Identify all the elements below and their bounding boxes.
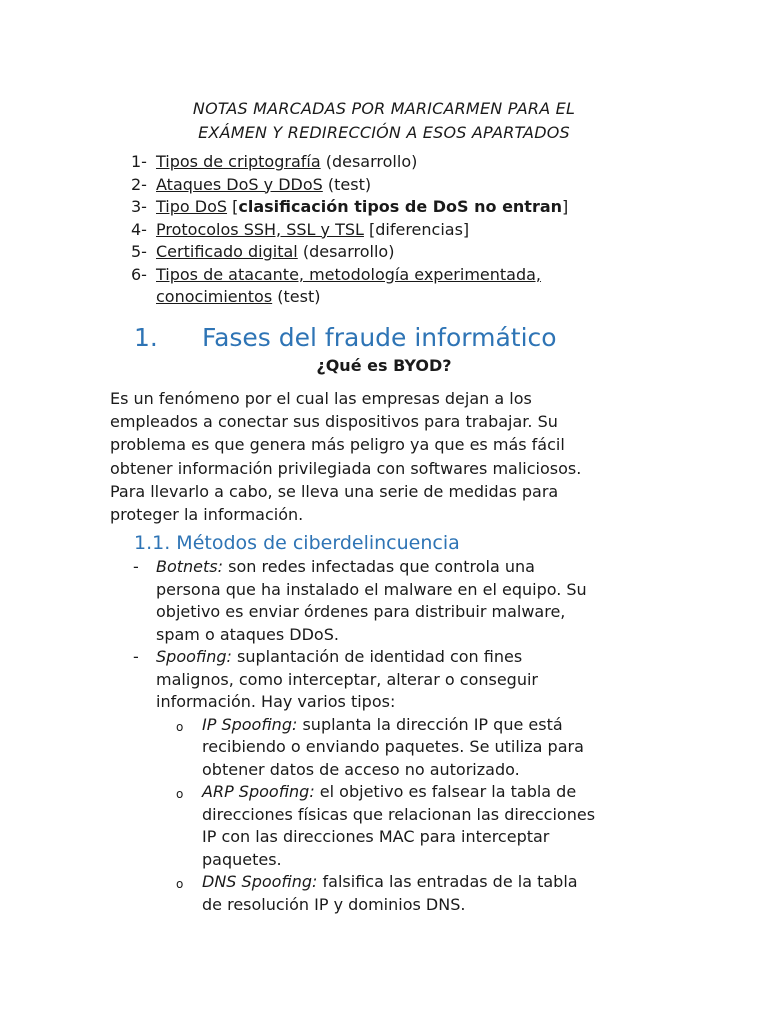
note-number: 2-	[131, 174, 147, 194]
section-subtitle: ¿Qué es BYOD?	[316, 356, 452, 375]
note-link[interactable]: Tipo DoS	[156, 197, 228, 216]
note-bold-text: clasificación tipos de DoS no entran	[238, 197, 563, 216]
note-text: [diferencias]	[363, 219, 470, 239]
note-text: (test)	[322, 174, 372, 194]
note-item	[131, 196, 691, 219]
sub-list-item	[176, 871, 691, 916]
text-line: el objetivo es falsear la tabla de	[314, 782, 577, 801]
note-item	[131, 219, 691, 242]
paragraph-line: Para llevarlo a cabo, se lleva una serie de medidas para	[110, 481, 559, 501]
note-link[interactable]: Tipos de atacante, metodología experimentada,	[156, 264, 542, 284]
text-line: spam o ataques DDoS.	[156, 624, 339, 644]
text-line: suplanta la dirección IP que está	[297, 714, 563, 734]
term: DNS Spoofing:	[202, 872, 318, 891]
note-link[interactable]: conocimientos	[156, 287, 273, 306]
sub-list-item	[176, 714, 691, 782]
paragraph-line: problema es que genera más peligro ya que es más fácil	[110, 435, 565, 455]
text-line: paquetes.	[202, 849, 282, 869]
note-text: (test)	[272, 287, 321, 306]
text-line: información. Hay varios tipos:	[156, 692, 396, 711]
list-item	[131, 556, 691, 646]
notes-title-line: NOTAS MARCADAS POR MARICARMEN PARA EL	[192, 99, 576, 118]
text-line: persona que ha instalado el malware en el equipo. Su	[156, 579, 587, 599]
text-line: son redes infectadas que controla una	[223, 557, 535, 576]
note-number: 1-	[131, 152, 147, 171]
paragraph-line: Es un fenómeno por el cual las empresas dejan a los	[110, 389, 532, 408]
note-item	[131, 174, 691, 197]
notes-title	[100, 97, 668, 144]
notes-list	[131, 151, 691, 309]
note-item	[131, 264, 691, 309]
note-number: 6-	[131, 264, 147, 284]
text-line: malignos, como interceptar, alterar o conseguir	[156, 669, 538, 689]
note-number: 5-	[131, 242, 147, 261]
dash-bullet: -	[133, 647, 139, 666]
paragraph-line: obtener información privilegiada con softwares maliciosos.	[110, 458, 582, 478]
term: Spoofing:	[156, 647, 232, 666]
term: Botnets:	[156, 557, 224, 576]
circle-bullet: o	[176, 787, 184, 801]
section-number: 1.	[134, 323, 158, 352]
section-title: Fases del fraude informático	[202, 323, 557, 352]
paragraph-line: proteger la información.	[110, 505, 304, 525]
circle-bullet: o	[176, 719, 184, 734]
text-line: direcciones físicas que relacionan las direcciones	[202, 804, 596, 824]
subsection-heading: 1.1. Métodos de ciberdelincuencia	[134, 532, 460, 554]
methods-list	[131, 556, 691, 916]
term: IP Spoofing:	[202, 714, 298, 734]
note-link[interactable]: Protocolos SSH, SSL y TSL	[156, 219, 364, 239]
text-line: IP con las direcciones MAC para interceptar	[202, 827, 550, 846]
text-line: suplantación de identidad con fines	[231, 647, 523, 666]
note-text: (desarrollo)	[320, 152, 418, 171]
section-heading	[134, 323, 557, 353]
note-text: (desarrollo)	[297, 242, 395, 261]
note-item	[131, 151, 691, 174]
text-line: falsifica las entradas de la tabla	[317, 872, 578, 891]
notes-title-line: EXÁMEN Y REDIRECCIÓN A ESOS APARTADOS	[198, 122, 570, 142]
text-line: de resolución IP y dominios DNS.	[202, 894, 466, 914]
note-link[interactable]: Certificado digital	[156, 242, 298, 261]
text-line: obtener datos de acceso no autorizado.	[202, 759, 520, 779]
note-item	[131, 241, 691, 264]
note-link[interactable]: Ataques DoS y DDoS	[156, 174, 323, 194]
paragraph-line: empleados a conectar sus dispositivos para trabajar. Su	[110, 412, 558, 432]
note-text: [	[227, 197, 239, 216]
byod-paragraph	[110, 387, 670, 526]
sub-list-item	[176, 781, 691, 871]
note-text: ]	[562, 197, 569, 216]
circle-bullet: o	[176, 877, 184, 891]
note-number: 3-	[131, 197, 147, 216]
text-line: objetivo es enviar órdenes para distribuir malware,	[156, 602, 566, 621]
note-number: 4-	[131, 219, 147, 239]
list-item	[131, 646, 691, 714]
text-line: recibiendo o enviando paquetes. Se utiliza para	[202, 737, 584, 756]
dash-bullet: -	[133, 557, 139, 576]
note-link[interactable]: Tipos de criptografía	[156, 152, 321, 171]
term: ARP Spoofing:	[202, 782, 315, 801]
